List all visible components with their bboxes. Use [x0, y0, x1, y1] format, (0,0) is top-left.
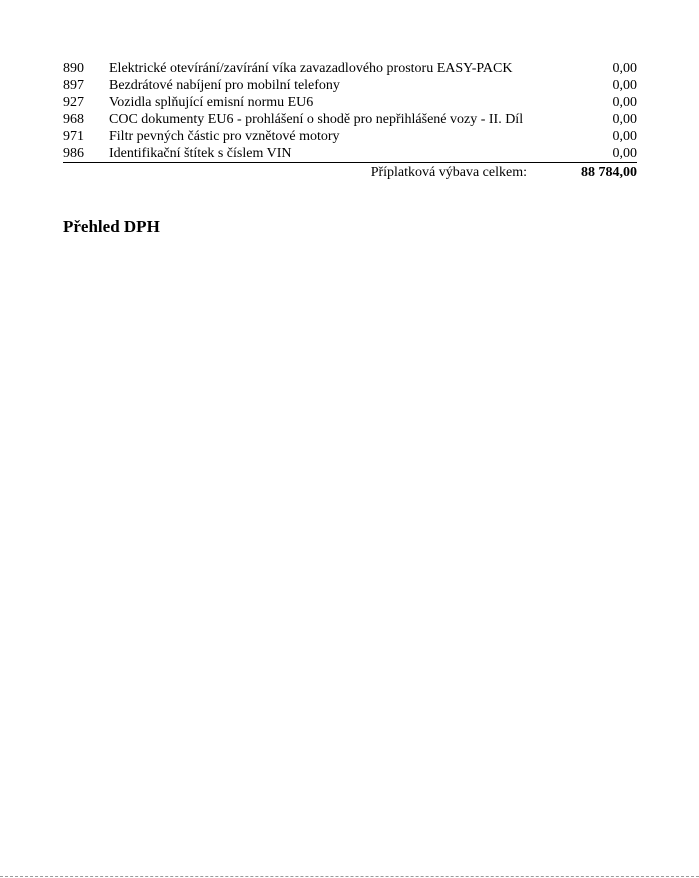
total-label: Příplatková výbava celkem:: [370, 165, 527, 180]
item-price: 0,00: [612, 95, 637, 110]
item-description: Bezdrátové nabíjení pro mobilní telefony: [109, 78, 340, 93]
item-description: COC dokumenty EU6 - prohlášení o shodě pro nepřihlášené vozy - II. Díl: [109, 112, 524, 127]
table-row: [63, 145, 637, 163]
item-code: 927: [63, 95, 84, 110]
total-value: 88 784,00: [581, 165, 637, 180]
table-row: [63, 128, 637, 145]
item-price: 0,00: [612, 129, 637, 144]
item-code: 897: [63, 78, 84, 93]
item-price: 0,00: [612, 112, 637, 127]
item-code: 986: [63, 145, 109, 163]
total-row: [63, 163, 637, 182]
equipment-table: [63, 60, 637, 181]
item-description: Filtr pevných částic pro vznětové motory: [109, 129, 340, 144]
item-code: 968: [63, 112, 84, 127]
table-row: [63, 111, 637, 128]
item-code: 971: [63, 129, 84, 144]
table-row: [63, 60, 637, 77]
table-row: [63, 94, 637, 111]
item-price: 0,00: [612, 78, 637, 93]
vat-overview-heading: Přehled DPH: [63, 217, 160, 236]
item-description: Identifikační štítek s číslem VIN: [109, 145, 553, 163]
table-row: [63, 77, 637, 94]
item-description: Elektrické otevírání/zavírání víka zavazadlového prostoru EASY-PACK: [109, 61, 513, 76]
item-price: 0,00: [612, 61, 637, 76]
item-description: Vozidla splňující emisní normu EU6: [109, 95, 314, 110]
item-code: 890: [63, 61, 84, 76]
item-price: 0,00: [553, 145, 637, 163]
